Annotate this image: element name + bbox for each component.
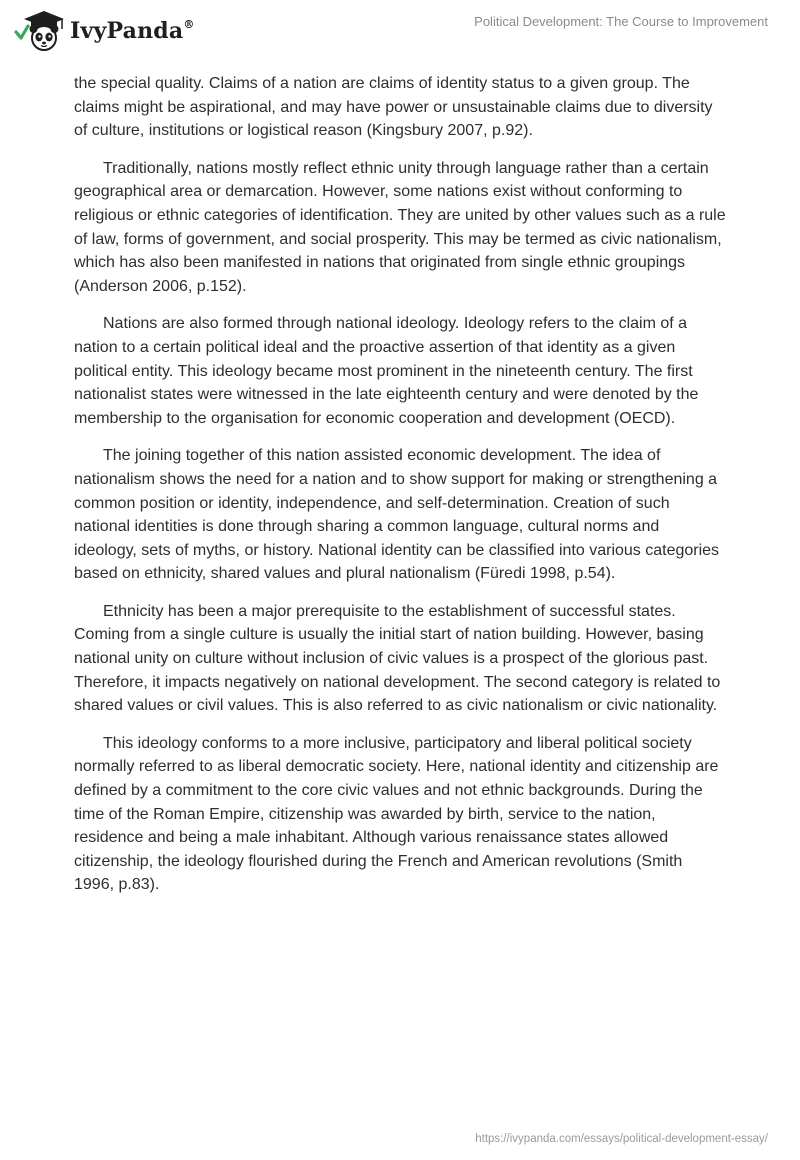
- registered-mark: ®: [183, 17, 195, 31]
- page-header: [0, 0, 800, 60]
- source-url-link[interactable]: https://ivypanda.com/essays/political-development-essay/: [475, 1133, 768, 1145]
- paragraph-continuation: the special quality. Claims of a nation are claims of identity status to a given group. The claims might be aspirational, and may have power or unsustainable claims due to diversity of culture, institutions or logistical reason (Kingsbury 2007, p.92).: [74, 75, 713, 140]
- document-title: Political Development: The Course to Improvement: [474, 14, 768, 29]
- paragraph: This ideology conforms to a more inclusive, participatory and liberal political society normally referred to as liberal democratic society. Here, national identity and citizenship are defined by a commitment to the core civic values and not ethnic backgrounds. During the time of the Roman Empire, citizenship was awarded by birth, service to the nation, residence and being a male inhabitant. Although various renaissance states allowed citizenship, the ideology flourished during the French and American revolutions (Smith 1996, p.83).: [74, 734, 719, 894]
- paragraph: Ethnicity has been a major prerequisite to the establishment of successful states. Coming from a single culture is usually the initial start of nation building. However, basing national unity on culture without inclusion of civic values is a prospect of the glorious past. Therefore, it impacts negatively on national development. The second category is related to shared values or civil values. This is also referred to as civic nationalism or civic nationality.: [74, 602, 721, 715]
- brand-logo[interactable]: [14, 8, 195, 52]
- brand-name: IvyPanda®: [70, 17, 195, 44]
- panda-graduate-icon: [14, 8, 64, 52]
- paragraph: Nations are also formed through national ideology. Ideology refers to the claim of a nation to a certain political ideal and the proactive assertion of that identity as a given political entity. This ideology became most prominent in the nineteenth century. The first nationalist states were witnessed in the late eighteenth century and were denoted by the membership to the organisation for economic cooperation and development (OECD).: [74, 315, 699, 427]
- paragraph: Traditionally, nations mostly reflect ethnic unity through language rather than a certain geographical area or demarcation. However, some nations exist without conforming to religious or ethnic categories of identification. They are united by other values such as a rule of law, forms of government, and social prosperity. This may be termed as civic nationalism, which has also been manifested in nations that originated from single ethnic groupings (Anderson 2006, p.152).: [74, 159, 726, 295]
- paragraph: The joining together of this nation assisted economic development. The idea of nationalism shows the need for a nation and to show support for making or strengthening a common position or identity, independence, and self-determination. Creation of such national identities is done through sharing a common language, cultural norms and ideology, sets of myths, or history. National identity can be classified into various categories based on ethnicity, shared values and plural nationalism (Füredi 1998, p.54).: [74, 447, 720, 583]
- essay-body: [74, 72, 726, 911]
